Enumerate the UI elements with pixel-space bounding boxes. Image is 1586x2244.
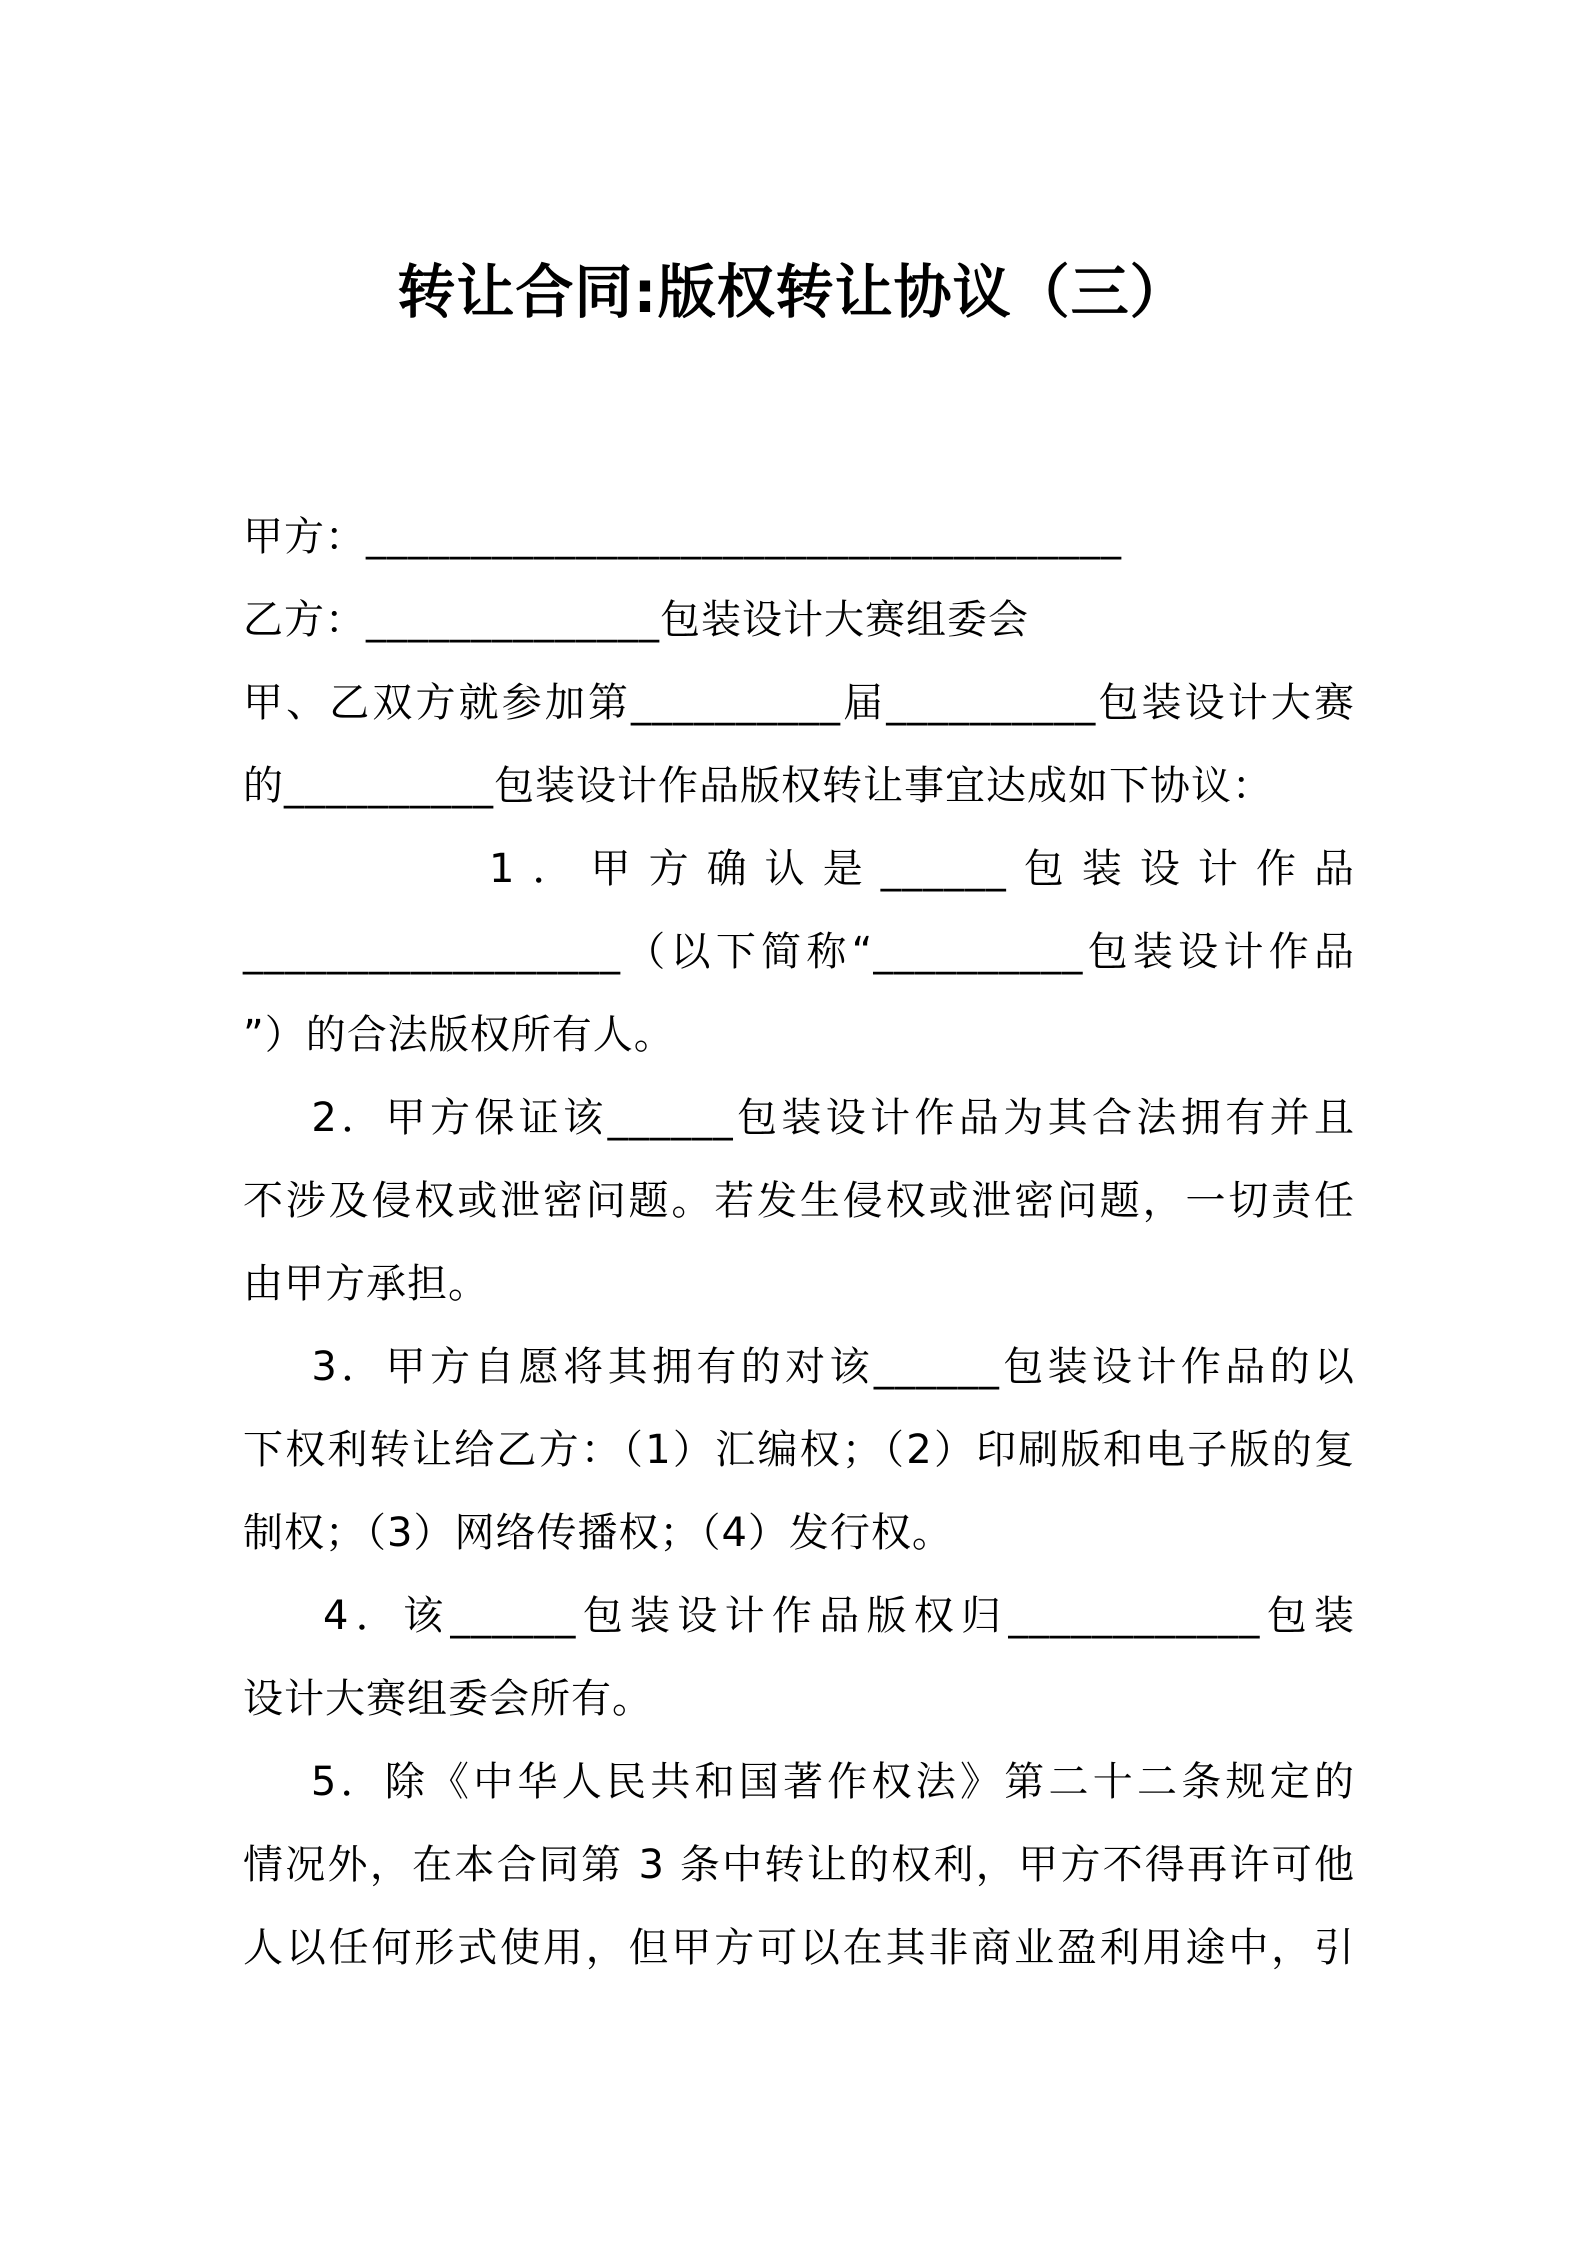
text-line: 2．甲方保证该______包装设计作品为其合法拥有并且 <box>243 1095 1355 1141</box>
text-line: 下权利转让给乙方：（1）汇编权；（2）印刷版和电子版的复 <box>243 1427 1355 1473</box>
text-line: 不涉及侵权或泄密问题。若发生侵权或泄密问题，一切责任 <box>243 1178 1355 1224</box>
text-line: 甲、乙双方就参加第__________届__________包装设计大赛 <box>243 680 1355 726</box>
text-line: ”）的合法版权所有人。 <box>243 1012 675 1058</box>
text-line: 情况外，在本合同第 3 条中转让的权利，甲方不得再许可他 <box>243 1842 1355 1888</box>
text-line: 甲方：____________________________________ <box>243 514 1122 560</box>
text-line: 的__________包装设计作品版权转让事宜达成如下协议： <box>243 763 1273 809</box>
text-line: 制权；（3）网络传播权；（4）发行权。 <box>243 1510 953 1556</box>
text-line: 设计大赛组委会所有。 <box>243 1676 653 1722</box>
document-title: 转让合同:版权转让协议（三） <box>397 258 1189 326</box>
text-line: 1．甲方确认是______包装设计作品 <box>243 846 1355 892</box>
text-line: 人以任何形式使用，但甲方可以在其非商业盈利用途中，引 <box>243 1925 1355 1971</box>
text-line: 由甲方承担。 <box>243 1261 489 1307</box>
text-line: 4．该______包装设计作品版权归____________包装 <box>243 1593 1355 1639</box>
text-line: 5．除《中华人民共和国著作权法》第二十二条规定的 <box>243 1759 1355 1805</box>
text-line: __________________（以下简称“__________包装设计作品 <box>243 929 1355 975</box>
document-body <box>243 496 1355 1990</box>
text-line: 乙方：______________包装设计大赛组委会 <box>243 597 1029 643</box>
text-line: 3．甲方自愿将其拥有的对该______包装设计作品的以 <box>243 1344 1355 1390</box>
